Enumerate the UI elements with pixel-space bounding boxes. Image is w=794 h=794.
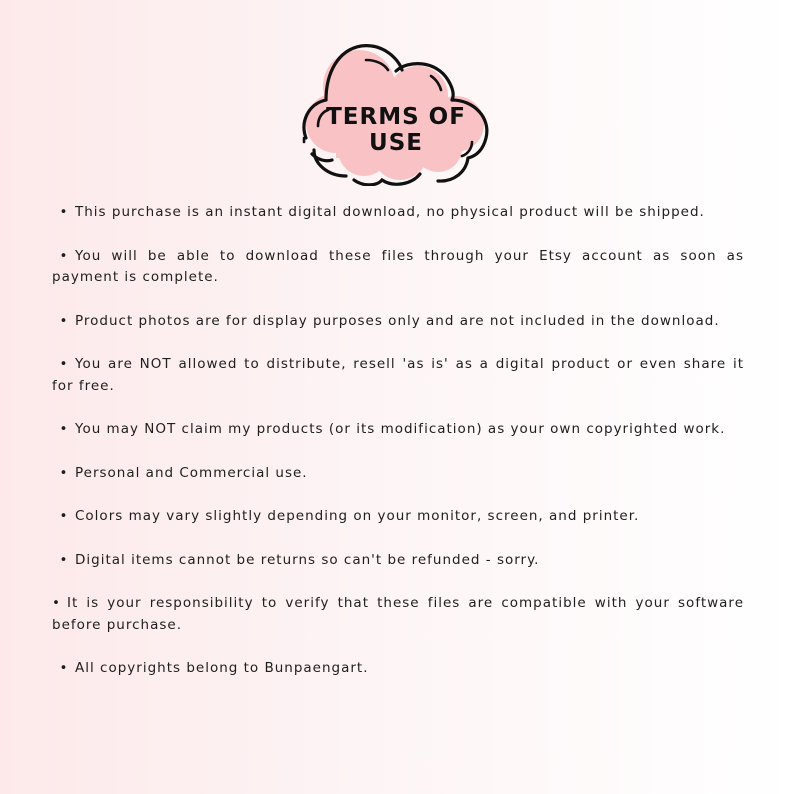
term-text: It is your responsibility to verify that these files are compatible with your software before purchase. — [52, 595, 744, 633]
term-text: Colors may vary slightly depending on your monitor, screen, and printer. — [75, 508, 640, 524]
term-item — [52, 506, 744, 528]
term-text: Personal and Commercial use. — [75, 464, 308, 481]
bullet-icon: • — [52, 595, 61, 611]
term-text: Digital items cannot be returns so can't be refunded - sorry. — [75, 551, 540, 568]
bullet-icon: • — [59, 204, 69, 220]
term-item — [52, 658, 744, 680]
term-item — [52, 311, 744, 333]
bullet-icon: • — [59, 421, 69, 437]
term-text: All copyrights belong to Bunpaengart. — [75, 660, 369, 676]
bullet-icon: • — [59, 551, 69, 568]
term-text: You may NOT claim my products (or its modification) as your own copyrighted work. — [75, 421, 726, 437]
term-item — [52, 419, 744, 441]
term-item — [52, 550, 744, 572]
title-badge — [296, 38, 496, 186]
terms-list — [52, 202, 744, 702]
term-text: You will be able to download these files through your Etsy account as soon as payment is complete. — [52, 247, 744, 285]
term-item — [52, 246, 744, 289]
bullet-icon: • — [59, 464, 69, 481]
term-text: This purchase is an instant digital download, no physical product will be shipped. — [75, 204, 705, 220]
bullet-icon: • — [59, 356, 69, 372]
term-text: You are NOT allowed to distribute, resell 'as is' as a digital product or even share it for free. — [52, 356, 744, 394]
term-item — [52, 463, 744, 485]
term-item — [52, 202, 744, 224]
bullet-icon: • — [59, 247, 69, 264]
bullet-icon: • — [59, 508, 69, 524]
bullet-icon: • — [59, 312, 69, 329]
term-item — [52, 593, 744, 636]
bullet-icon: • — [59, 660, 69, 676]
term-item — [52, 354, 744, 397]
term-text: Product photos are for display purposes only and are not included in the download. — [75, 312, 720, 329]
page-title: TERMS OF USE — [326, 104, 466, 156]
